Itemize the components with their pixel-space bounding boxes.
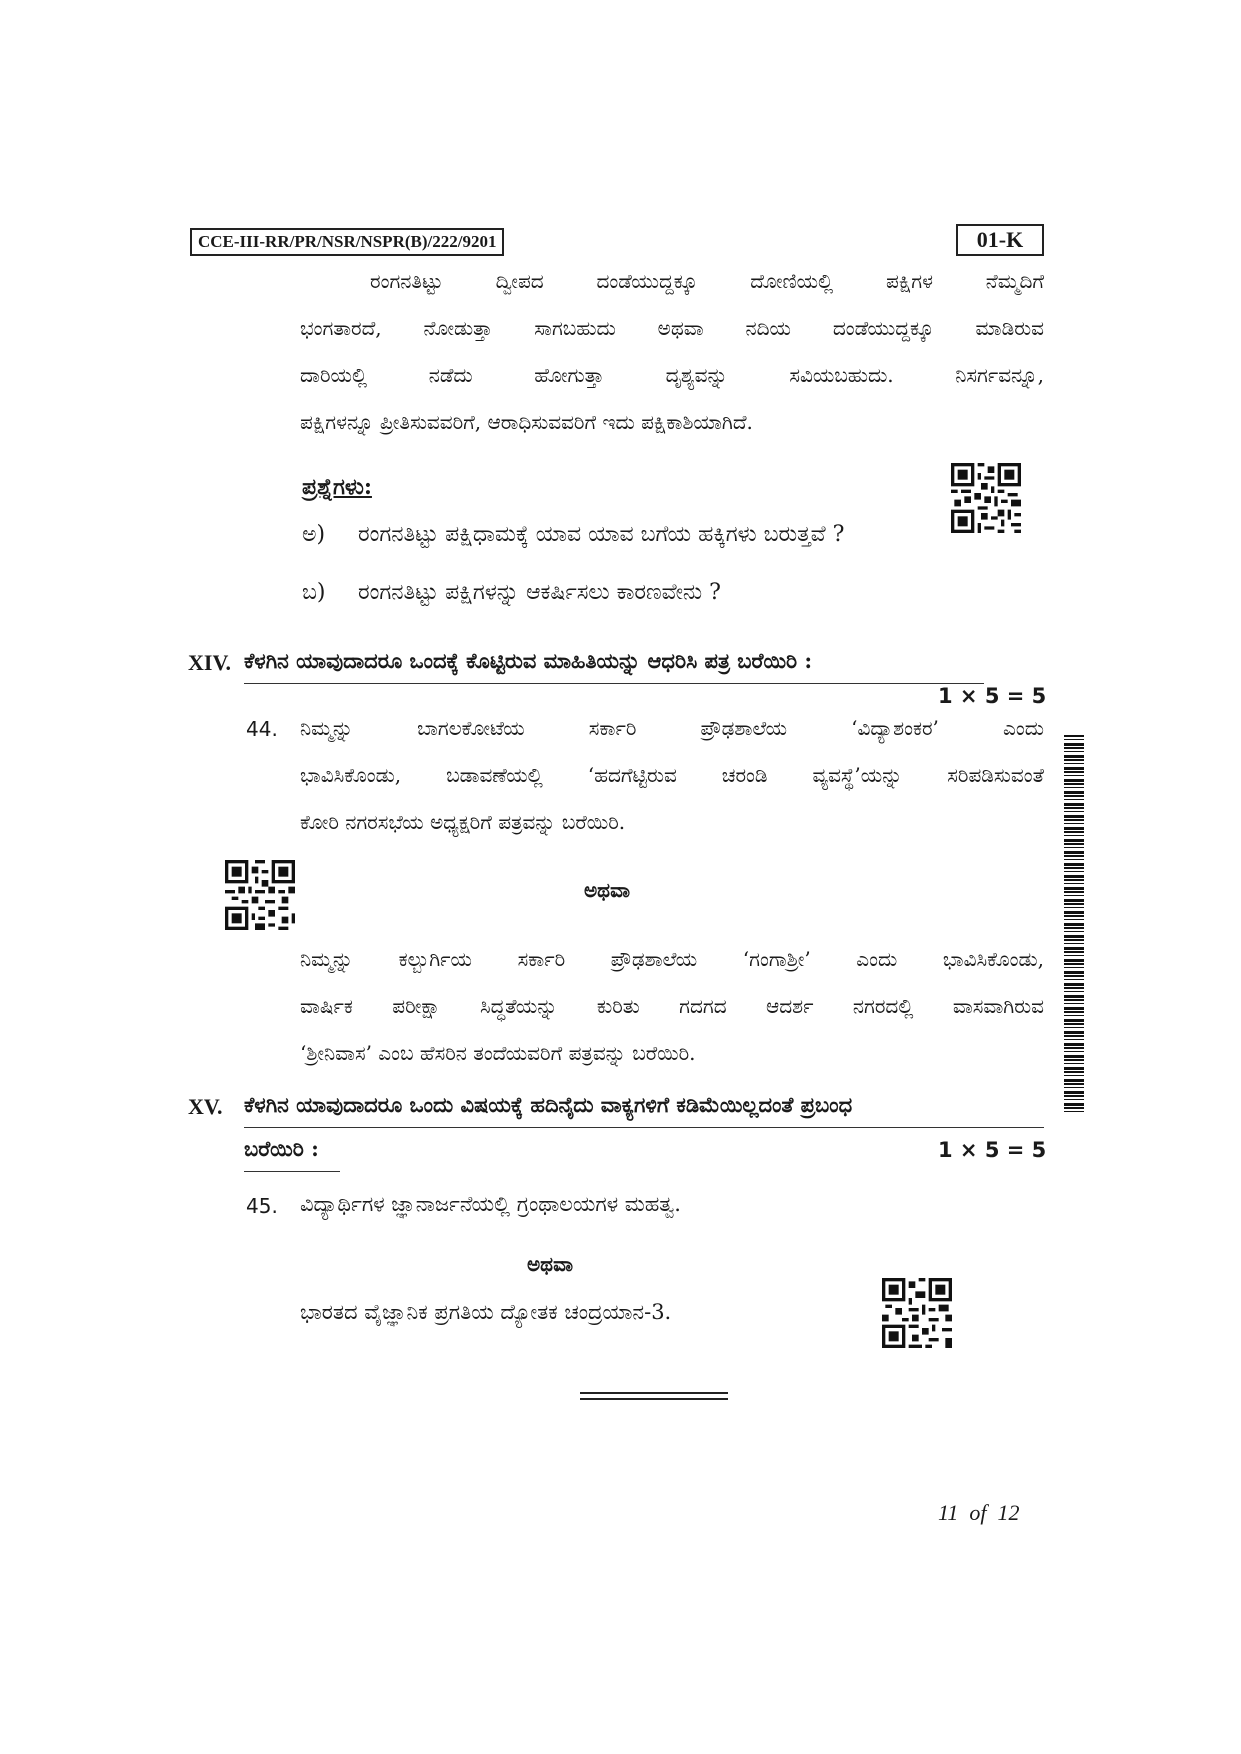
passage-line: ರಂಗನತಿಟ್ಟು ದ್ವೀಪದ ದಂಡೆಯುದ್ದಕ್ಕೂ ದೋಣಿಯಲ್ಲಿ ಪಕ್ಷಿಗಳ ನೆಮ್ಮದಿಗೆ bbox=[370, 269, 1044, 293]
section-number: XIV. bbox=[188, 650, 232, 675]
section-title: ಕೆಳಗಿನ ಯಾವುದಾದರೂ ಒಂದು ವಿಷಯಕ್ಕೆ ಹದಿನೈದು ವಾಕ್ಯಗಳಿಗೆ ಕಡಿಮೆಯಿಲ್ಲದಂತೆ ಪ್ರಬಂಧ bbox=[244, 1092, 853, 1117]
section-title-continued: ಬರೆಯಿರಿ : bbox=[244, 1136, 319, 1161]
passage-line: ಭಂಗತಾರದೆ, ನೋಡುತ್ತಾ ಸಾಗಬಹುದು ಅಥವಾ ನದಿಯ ದಂಡೆಯುದ್ದಕ್ಕೂ ಮಾಡಿರುವ bbox=[300, 316, 1044, 340]
version-code: 01-K bbox=[956, 224, 1044, 256]
qr-code-icon bbox=[225, 860, 295, 930]
passage bbox=[300, 258, 1044, 446]
question-number: 45. bbox=[246, 1194, 278, 1218]
paper-code: CCE-III-RR/PR/NSR/NSPR(B)/222/9201 bbox=[190, 228, 504, 256]
question-line: ‘ಶ್ರೀನಿವಾಸ’ ಎಂಬ ಹೆಸರಿನ ತಂದೆಯವರಿಗೆ ಪತ್ರವನ್ನು ಬರೆಯಿರಿ. bbox=[300, 1041, 696, 1065]
section-title: ಕೆಳಗಿನ ಯಾವುದಾದರೂ ಒಂದಕ್ಕೆ ಕೊಟ್ಟಿರುವ ಮಾಹಿತಿಯನ್ನು ಆಧರಿಸಿ ಪತ್ರ ಬರೆಯಿರಿ : bbox=[244, 648, 813, 673]
section-marks: 1 × 5 = 5 bbox=[938, 1138, 1047, 1162]
passage-line: ದಾರಿಯಲ್ಲಿ ನಡೆದು ಹೋಗುತ್ತಾ ದೃಶ್ಯವನ್ನು ಸವಿಯಬಹುದು. ನಿಸರ್ಗವನ್ನೂ, bbox=[300, 363, 1044, 387]
or-separator: ಅಥವಾ bbox=[527, 1252, 573, 1276]
end-rule bbox=[580, 1392, 728, 1394]
barcode bbox=[1064, 735, 1084, 1113]
question-line: ಕೋರಿ ನಗರಸಭೆಯ ಅಧ್ಯಕ್ಷರಿಗೆ ಪತ್ರವನ್ನು ಬರೆಯಿರಿ. bbox=[300, 810, 626, 834]
divider bbox=[244, 1127, 1044, 1128]
question-line: ನಿಮ್ಮನ್ನು ಬಾಗಲಕೋಟೆಯ ಸರ್ಕಾರಿ ಪ್ರೌಢಶಾಲೆಯ ‘ವಿದ್ಯಾಶಂಕರ’ ಎಂದು bbox=[300, 716, 1044, 740]
passage-line: ಪಕ್ಷಿಗಳನ್ನೂ ಪ್ರೀತಿಸುವವರಿಗೆ, ಆರಾಧಿಸುವವರಿಗೆ ಇದು ಪಕ್ಷಿಕಾಶಿಯಾಗಿದೆ. bbox=[300, 410, 753, 434]
question-44 bbox=[300, 705, 1044, 846]
section-number: XV. bbox=[188, 1094, 223, 1119]
question-44-alternative bbox=[300, 936, 1044, 1077]
divider bbox=[244, 683, 984, 684]
question-line: ನಿಮ್ಮನ್ನು ಕಲ್ಬುರ್ಗಿಯ ಸರ್ಕಾರಿ ಪ್ರೌಢಶಾಲೆಯ ‘ಗಂಗಾಶ್ರೀ’ ಎಂದು ಭಾವಿಸಿಕೊಂಡು, bbox=[300, 947, 1044, 971]
question-marker: ಅ) bbox=[302, 522, 326, 547]
question-45-alternative: ಭಾರತದ ವೈಜ್ಞಾನಿಕ ಪ್ರಗತಿಯ ದ್ಯೋತಕ ಚಂದ್ರಯಾನ-3. bbox=[300, 1300, 672, 1324]
section-marks: 1 × 5 = 5 bbox=[938, 684, 1047, 708]
question-number: 44. bbox=[246, 717, 278, 741]
question-line: ವಾರ್ಷಿಕ ಪರೀಕ್ಷಾ ಸಿದ್ಧತೆಯನ್ನು ಕುರಿತು ಗದಗದ ಆದರ್ಶ ನಗರದಲ್ಲಿ ವಾಸವಾಗಿರುವ bbox=[300, 994, 1044, 1018]
qr-code-icon bbox=[882, 1278, 952, 1348]
end-rule bbox=[580, 1398, 728, 1400]
question-item bbox=[302, 580, 721, 605]
question-item bbox=[302, 522, 844, 547]
divider bbox=[244, 1171, 340, 1172]
question-text: ರಂಗನತಿಟ್ಟು ಪಕ್ಷಿಧಾಮಕ್ಕೆ ಯಾವ ಯಾವ ಬಗೆಯ ಹಕ್ಕಿಗಳು ಬರುತ್ತವೆ ? bbox=[358, 522, 845, 547]
qr-code-icon bbox=[951, 463, 1021, 533]
question-line: ಭಾವಿಸಿಕೊಂಡು, ಬಡಾವಣೆಯಲ್ಲಿ ‘ಹದಗೆಟ್ಟಿರುವ ಚರಂಡಿ ವ್ಯವಸ್ಥೆ’ಯನ್ನು ಸರಿಪಡಿಸುವಂತೆ bbox=[300, 763, 1044, 787]
question-text: ರಂಗನತಿಟ್ಟು ಪಕ್ಷಿಗಳನ್ನು ಆಕರ್ಷಿಸಲು ಕಾರಣವೇನು ? bbox=[358, 580, 721, 605]
question-marker: ಬ) bbox=[302, 580, 326, 605]
questions-heading: ಪ್ರಶ್ನೆಗಳು: bbox=[302, 474, 372, 500]
or-separator: ಅಥವಾ bbox=[584, 878, 630, 902]
question-45: ವಿದ್ಯಾರ್ಥಿಗಳ ಜ್ಞಾನಾರ್ಜನೆಯಲ್ಲಿ ಗ್ರಂಥಾಲಯಗಳ ಮಹತ್ವ. bbox=[300, 1192, 681, 1216]
page-number: 11 of 12 bbox=[938, 1500, 1020, 1525]
